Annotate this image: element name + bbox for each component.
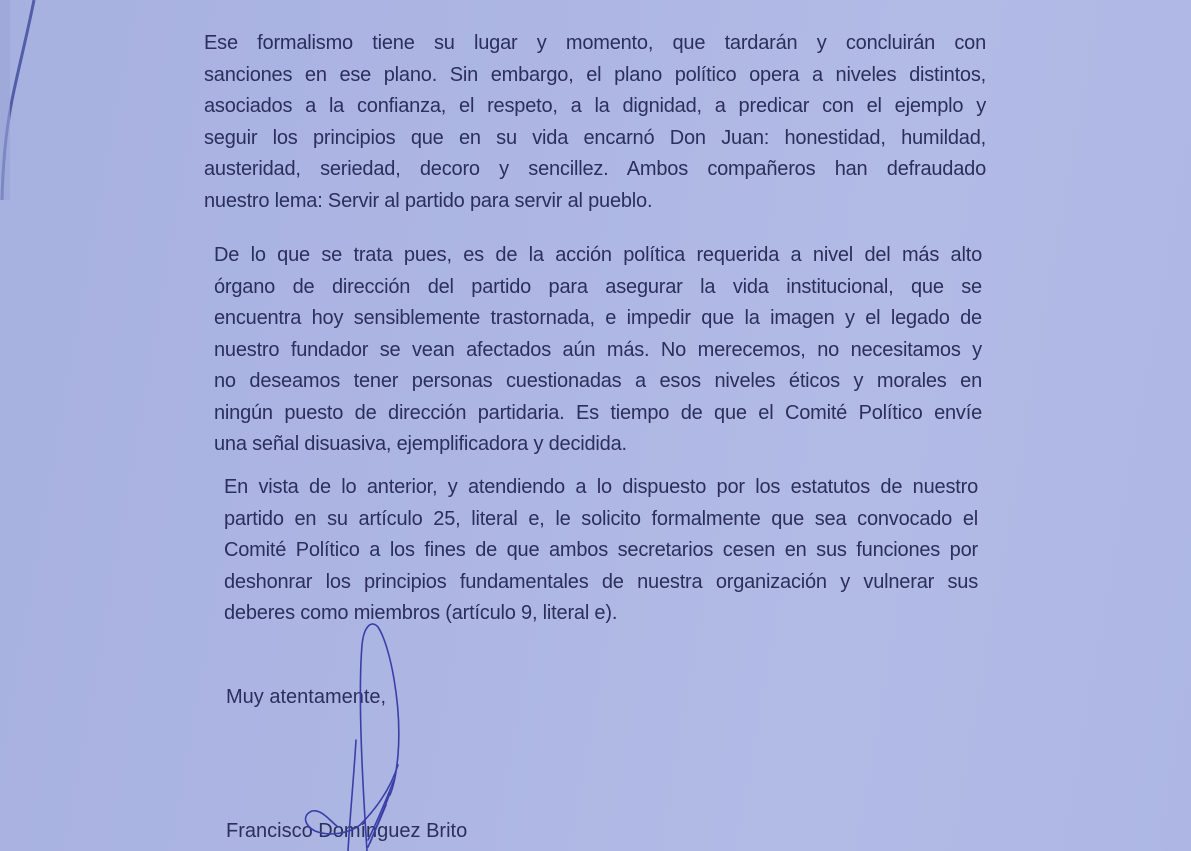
closing-salutation: Muy atentamente, xyxy=(226,686,387,708)
text-line: nuestro fundador se vean afectados aún más. No merecemos, no necesitamos y xyxy=(214,338,982,361)
text-line: seguir los principios que en su vida encarnó Don Juan: honestidad, humildad, xyxy=(204,126,986,149)
text-line: Comité Político a los fines de que ambos secretarios cesen en sus funciones por xyxy=(224,539,978,561)
text-line: no deseamos tener personas cuestionadas a esos niveles éticos y morales en xyxy=(214,370,982,392)
handwritten-signature xyxy=(290,615,430,851)
text-line: asociados a la confianza, el respeto, a la dignidad, a predicar con el ejemplo y xyxy=(204,95,986,117)
page-fold-edge xyxy=(0,0,40,851)
paragraph-1 xyxy=(204,28,986,217)
text-line: partido en su artículo 25, literal e, le solicito formalmente que sea convocado el xyxy=(224,507,978,530)
text-line: órgano de dirección del partido para asegurar la vida institucional, que se xyxy=(214,275,982,298)
text-line: sanciones en ese plano. Sin embargo, el plano político opera a niveles distintos, xyxy=(204,63,986,86)
text-line: En vista de lo anterior, y atendiendo a lo dispuesto por los estatutos de nuestro xyxy=(224,476,978,498)
paragraph-3 xyxy=(224,472,978,630)
text-line: encuentra hoy sensiblemente trastornada, e impedir que la imagen y el legado de xyxy=(214,307,982,329)
text-line: deshonrar los principios fundamentales de nuestra organización y vulnerar sus xyxy=(224,570,978,593)
paragraph-2 xyxy=(214,240,982,461)
signer-name: Francisco Domínguez Brito xyxy=(226,820,468,842)
text-line: una señal disuasiva, ejemplificadora y decidida. xyxy=(214,433,627,455)
text-line: austeridad, seriedad, decoro y sencillez. Ambos compañeros han defraudado xyxy=(204,158,986,180)
text-line: ningún puesto de dirección partidaria. Es tiempo de que el Comité Político envíe xyxy=(214,401,982,424)
text-line: De lo que se trata pues, es de la acción política requerida a nivel del más alto xyxy=(214,244,982,266)
text-line: deberes como miembros (artículo 9, literal e). xyxy=(224,602,618,624)
text-line: Ese formalismo tiene su lugar y momento, que tardarán y concluirán con xyxy=(204,32,986,54)
text-line: nuestro lema: Servir al partido para servir al pueblo. xyxy=(204,189,653,212)
